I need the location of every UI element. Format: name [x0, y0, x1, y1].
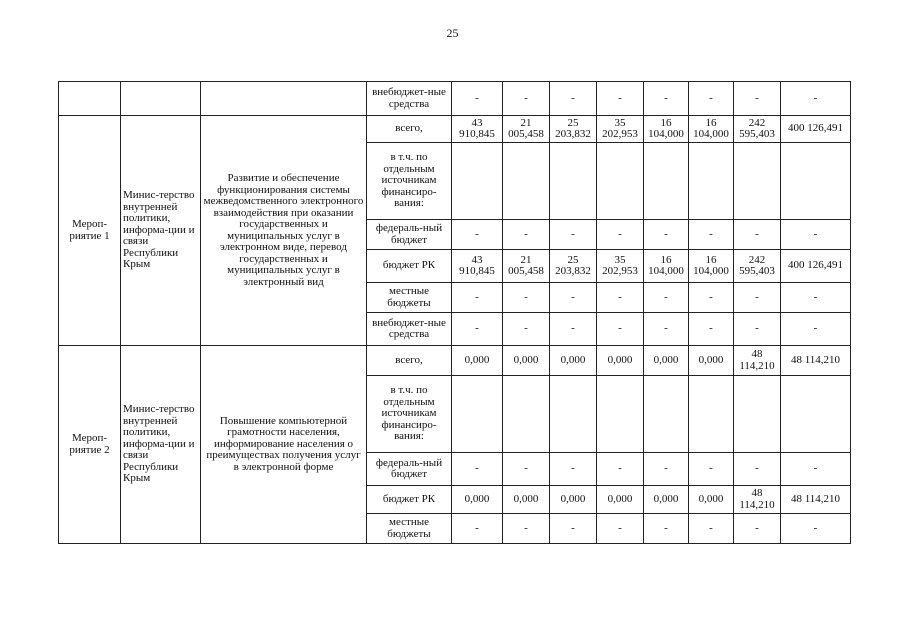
- value-cell: 0,000: [597, 486, 644, 514]
- value-cell: 43 910,845: [452, 116, 503, 143]
- value-cell: [452, 376, 503, 453]
- page-number: 25: [446, 26, 459, 40]
- value-cell: 21 005,458: [503, 116, 550, 143]
- value-cell: -: [452, 283, 503, 313]
- value-cell: -: [734, 313, 781, 346]
- value-cell: -: [781, 514, 851, 544]
- value-cell: -: [689, 453, 734, 486]
- value-cell: 400 126,491: [781, 116, 851, 143]
- value-cell: 25 203,832: [550, 116, 597, 143]
- value-cell: -: [452, 453, 503, 486]
- value-cell: -: [503, 453, 550, 486]
- value-cell: -: [503, 514, 550, 544]
- value-cell: -: [503, 313, 550, 346]
- value-cell: 242 595,403: [734, 116, 781, 143]
- value-cell: 16 104,000: [689, 116, 734, 143]
- event-label: Мероп-риятие 2: [59, 346, 121, 544]
- value-cell: 48 114,210: [781, 346, 851, 376]
- value-cell: -: [503, 283, 550, 313]
- description-cell: [201, 82, 367, 116]
- table-row: [59, 82, 851, 116]
- value-cell: -: [644, 453, 689, 486]
- value-cell: -: [781, 220, 851, 250]
- value-cell: -: [452, 82, 503, 116]
- event-description: Повышение компьютерной грамотности населения, информирование населения о преимуществах получения услуг в электронной форме: [201, 346, 367, 544]
- value-cell: -: [597, 313, 644, 346]
- funding-source-cell: всего,: [367, 346, 452, 376]
- value-cell: [689, 143, 734, 220]
- funding-source-cell: внебюджет-ные средства: [367, 82, 452, 116]
- event-description: Развитие и обеспечение функционирования системы межведомственного электронного взаимодействия при оказании государственных и муниципальных услуг в электронном виде, перевод государственных и муниципальных услуг в электронный вид: [201, 116, 367, 346]
- value-cell: -: [597, 283, 644, 313]
- value-cell: -: [550, 220, 597, 250]
- value-cell: [781, 376, 851, 453]
- value-cell: -: [644, 514, 689, 544]
- funding-source-cell: внебюджет-ные средства: [367, 313, 452, 346]
- budget-table: [58, 81, 851, 544]
- value-cell: -: [781, 313, 851, 346]
- value-cell: -: [689, 82, 734, 116]
- value-cell: [781, 143, 851, 220]
- value-cell: -: [597, 453, 644, 486]
- value-cell: 0,000: [597, 346, 644, 376]
- value-cell: -: [644, 82, 689, 116]
- value-cell: [734, 143, 781, 220]
- funding-source-cell: местные бюджеты: [367, 283, 452, 313]
- responsible-organization: Минис-терство внутренней политики, информа-ции и связи Республики Крым: [121, 116, 201, 346]
- value-cell: [597, 376, 644, 453]
- value-cell: -: [781, 453, 851, 486]
- value-cell: 16 104,000: [644, 116, 689, 143]
- value-cell: -: [644, 313, 689, 346]
- value-cell: -: [503, 82, 550, 116]
- funding-source-cell: в т.ч. по отдельным источникам финансиро-вания:: [367, 143, 452, 220]
- value-cell: -: [452, 514, 503, 544]
- funding-source-cell: бюджет РК: [367, 250, 452, 283]
- value-cell: -: [503, 220, 550, 250]
- value-cell: [734, 376, 781, 453]
- value-cell: [644, 376, 689, 453]
- value-cell: 0,000: [550, 346, 597, 376]
- value-cell: 43 910,845: [452, 250, 503, 283]
- value-cell: 48 114,210: [781, 486, 851, 514]
- funding-source-cell: бюджет РК: [367, 486, 452, 514]
- value-cell: [503, 376, 550, 453]
- value-cell: -: [734, 453, 781, 486]
- value-cell: 21 005,458: [503, 250, 550, 283]
- event-label: Мероп-риятие 1: [59, 116, 121, 346]
- value-cell: -: [452, 313, 503, 346]
- value-cell: 48 114,210: [734, 486, 781, 514]
- organization-cell: [121, 82, 201, 116]
- value-cell: [503, 143, 550, 220]
- value-cell: 16 104,000: [644, 250, 689, 283]
- value-cell: [550, 376, 597, 453]
- value-cell: 0,000: [644, 486, 689, 514]
- value-cell: 48 114,210: [734, 346, 781, 376]
- value-cell: [452, 143, 503, 220]
- value-cell: -: [734, 514, 781, 544]
- value-cell: 242 595,403: [734, 250, 781, 283]
- value-cell: -: [734, 220, 781, 250]
- value-cell: -: [734, 82, 781, 116]
- value-cell: -: [689, 313, 734, 346]
- value-cell: -: [550, 82, 597, 116]
- event-label-cell: [59, 82, 121, 116]
- value-cell: [644, 143, 689, 220]
- value-cell: 0,000: [503, 346, 550, 376]
- value-cell: -: [550, 313, 597, 346]
- funding-source-cell: местные бюджеты: [367, 514, 452, 544]
- value-cell: -: [597, 514, 644, 544]
- value-cell: 35 202,953: [597, 250, 644, 283]
- value-cell: [550, 143, 597, 220]
- value-cell: -: [689, 220, 734, 250]
- value-cell: 16 104,000: [689, 250, 734, 283]
- value-cell: 400 126,491: [781, 250, 851, 283]
- value-cell: 0,000: [689, 346, 734, 376]
- value-cell: -: [689, 514, 734, 544]
- value-cell: -: [597, 220, 644, 250]
- value-cell: 25 203,832: [550, 250, 597, 283]
- value-cell: -: [550, 453, 597, 486]
- value-cell: -: [644, 283, 689, 313]
- value-cell: -: [550, 514, 597, 544]
- value-cell: 35 202,953: [597, 116, 644, 143]
- funding-source-cell: федераль-ный бюджет: [367, 220, 452, 250]
- funding-source-cell: в т.ч. по отдельным источникам финансиро-вания:: [367, 376, 452, 453]
- table-row: [59, 116, 851, 143]
- value-cell: [689, 376, 734, 453]
- funding-source-cell: всего,: [367, 116, 452, 143]
- value-cell: [597, 143, 644, 220]
- value-cell: 0,000: [452, 486, 503, 514]
- value-cell: 0,000: [452, 346, 503, 376]
- value-cell: -: [597, 82, 644, 116]
- value-cell: -: [644, 220, 689, 250]
- value-cell: -: [781, 82, 851, 116]
- value-cell: 0,000: [689, 486, 734, 514]
- value-cell: -: [689, 283, 734, 313]
- value-cell: 0,000: [503, 486, 550, 514]
- value-cell: -: [550, 283, 597, 313]
- responsible-organization: Минис-терство внутренней политики, информа-ции и связи Республики Крым: [121, 346, 201, 544]
- value-cell: -: [452, 220, 503, 250]
- value-cell: 0,000: [644, 346, 689, 376]
- value-cell: 0,000: [550, 486, 597, 514]
- value-cell: -: [734, 283, 781, 313]
- funding-source-cell: федераль-ный бюджет: [367, 453, 452, 486]
- table-row: [59, 346, 851, 376]
- value-cell: -: [781, 283, 851, 313]
